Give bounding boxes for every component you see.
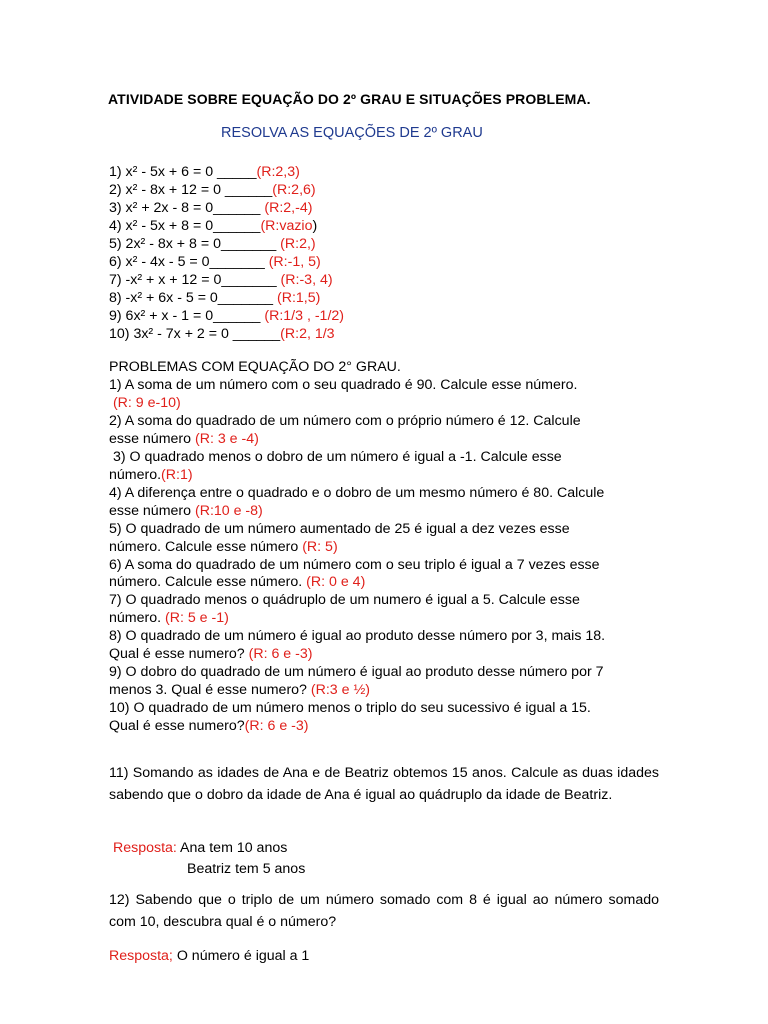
problem-text: 4) A diferença entre o quadrado e o dobro de um mesmo número é 80. Calcule (109, 484, 605, 501)
problem-line (109, 502, 263, 520)
problem-line (109, 412, 581, 430)
problem-text: 8) O quadrado de um número é igual ao produto desse número por 3, mais 18. (109, 628, 606, 645)
problem-text: número. (109, 610, 165, 627)
answer-label: Resposta; (109, 948, 173, 964)
equation-line (109, 217, 317, 235)
problem-text: número. Calcule esse número (109, 538, 303, 555)
equation-tail: ) (312, 218, 318, 234)
equation-text: 4) x² - 5x + 8 = 0______ (109, 218, 261, 234)
problem-answer: (R: 9 e-10) (112, 394, 181, 411)
equation-text: 9) 6x² + x - 1 = 0______ (109, 308, 265, 324)
problem-line (109, 520, 570, 538)
equation-text: 5) 2x² - 8x + 8 = 0_______ (109, 236, 281, 252)
equation-answer: (R:-1, 5) (268, 254, 321, 270)
problem-text: 9) O dobro do quadrado de um número é igual ao produto desse número por 7 (109, 664, 604, 681)
problem-12-text: 12) Sabendo que o triplo de um número somado com 8 é igual ao número somado com 10, descubra qual é o número? (109, 892, 659, 930)
problem-answer: (R: 6 e -3) (244, 718, 309, 735)
problem-text: esse número (109, 430, 195, 447)
problem-text: 7) O quadrado menos o quádruplo de um numero é igual a 5. Calcule esse (109, 592, 580, 609)
page-title: ATIVIDADE SOBRE EQUAÇÃO DO 2º GRAU E SITUAÇÕES PROBLEMA. (108, 91, 591, 107)
equation-text: 8) -x² + 6x - 5 = 0_______ (109, 290, 277, 306)
problem-line (109, 627, 605, 645)
problem-text: número. Calcule esse número. (109, 574, 307, 591)
problem-line (109, 573, 365, 591)
equation-text: 7) -x² + x + 12 = 0_______ (109, 272, 281, 288)
problem-11-text: 11) Somando as idades de Ana e de Beatriz obtemos 15 anos. Calcule as duas idades sabendo que o dobro da idade de Ana é igual ao quádruplo da idade de Beatriz. (109, 765, 659, 803)
problems-heading: PROBLEMAS COM EQUAÇÃO DO 2° GRAU. (109, 359, 401, 375)
problem-line (109, 663, 604, 681)
problem-answer: (R:10 e -8) (194, 502, 263, 519)
answer-text: O número é igual a 1 (172, 948, 310, 964)
problem-line (109, 466, 193, 484)
problem-text: 2) A soma do quadrado de um número com o próprio número é 12. Calcule (109, 412, 581, 429)
equation-line (109, 199, 312, 217)
equation-answer: (R:2,3) (256, 164, 300, 180)
equation-text: 10) 3x² - 7x + 2 = 0 ______ (109, 326, 281, 342)
problem-answer: (R: 3 e -4) (194, 430, 259, 447)
problem-line (109, 376, 577, 394)
equation-answer: (R:2, 1/3 (280, 326, 335, 342)
equation-line (109, 307, 344, 325)
problem-answer: (R: 5) (302, 538, 338, 555)
equation-line (109, 181, 316, 199)
equation-line (109, 289, 320, 307)
equation-answer: (R:2,) (280, 236, 316, 252)
problem-line (109, 717, 309, 735)
problem-line (109, 681, 370, 699)
equation-line (109, 253, 321, 271)
equation-text: 1) x² - 5x + 6 = 0 _____ (109, 164, 257, 180)
problem-text: Qual é esse numero? (109, 646, 249, 663)
problem-answer: (R: 0 e 4) (306, 574, 366, 591)
problem-11-answer-line-2: Beatriz tem 5 anos (187, 861, 306, 877)
problem-line (109, 538, 338, 556)
equation-line (109, 163, 300, 181)
problem-line (109, 430, 259, 448)
answer-label: Resposta: (113, 840, 177, 856)
problem-12-answer (109, 947, 309, 965)
problem-text: menos 3. Qual é esse numero? (109, 682, 311, 699)
equation-line (109, 325, 335, 343)
equation-line (109, 271, 333, 289)
problem-answer: (R: 5 e -1) (165, 610, 229, 627)
equation-answer: (R:1,5) (277, 290, 321, 306)
equations-subtitle: RESOLVA AS EQUAÇÕES DE 2º GRAU (221, 125, 483, 141)
equation-text: 6) x² - 4x - 5 = 0_______ (109, 254, 269, 270)
problem-answer: (R:3 e ½) (310, 682, 371, 699)
equation-line (109, 235, 316, 253)
problem-answer: (R: 6 e -3) (248, 646, 313, 663)
problem-text: 3) O quadrado menos o dobro de um número é igual a -1. Calcule esse (109, 448, 562, 465)
problem-line (109, 448, 562, 466)
problem-line (109, 556, 600, 574)
equation-answer: (R:1/3 , -1/2) (264, 308, 345, 324)
problem-text: 1) A soma de um número com o seu quadrado é 90. Calcule esse número. (109, 377, 578, 393)
equation-answer: (R:2,6) (272, 182, 316, 198)
equation-answer: (R:vazio (260, 218, 313, 234)
problem-answer: (R:1) (161, 466, 193, 483)
problem-line (109, 699, 591, 717)
problem-text: Qual é esse numero? (109, 718, 245, 735)
problem-text: 5) O quadrado de um número aumentado de 25 é igual a dez vezes esse (109, 520, 570, 537)
equation-text: 2) x² - 8x + 12 = 0 ______ (109, 182, 273, 198)
problem-line (109, 609, 229, 627)
problem-text: esse número (109, 502, 195, 519)
problem-line (109, 484, 604, 502)
equation-answer: (R:-3, 4) (280, 272, 333, 288)
problem-text: 6) A soma do quadrado de um número com o seu triplo é igual a 7 vezes esse (109, 556, 600, 573)
problem-11-answer-line-1 (113, 839, 287, 857)
problem-line (109, 394, 181, 412)
equation-text: 3) x² + 2x - 8 = 0______ (109, 200, 265, 216)
problem-text: 10) O quadrado de um número menos o triplo do seu sucessivo é igual a 15. (109, 700, 591, 717)
problem-line (109, 645, 312, 663)
equation-answer: (R:2,-4) (264, 200, 313, 216)
problem-text: número. (109, 466, 162, 483)
problem-line (109, 591, 580, 609)
answer-text: Ana tem 10 anos (176, 840, 288, 856)
